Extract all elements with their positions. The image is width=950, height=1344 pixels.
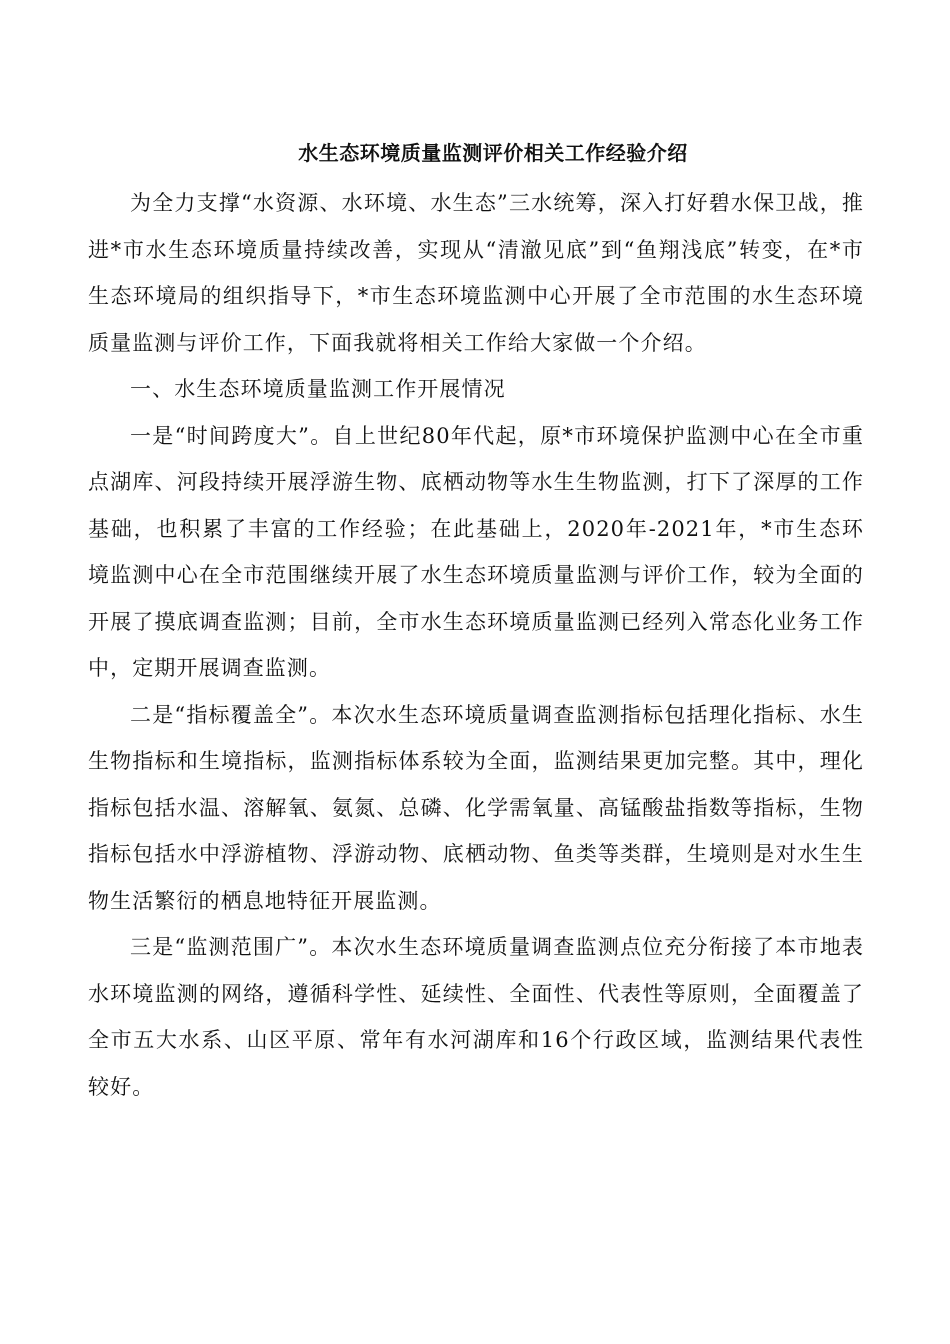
section-heading: 一、水生态环境质量监测工作开展情况 [130,377,506,401]
point-one-paragraph: 一是“时间跨度大”。自上世纪80年代起，原*市环境保护监测中心在全市重点湖库、河段持续开展浮游生物、底栖动物等水生生物监测，打下了深厚的工作基础，也积累了丰富的工作经验；在此基础上，2020年-2021年，*市生态环境监测中心在全市范围继续开展了水生态环境质量监测与评价工作，较为全面的开展了摸底调查监测；目前，全市水生态环境质量监测已经列入常态化业务工作中，定期开展调查监测。 [88,423,864,680]
document-title: 水生态环境质量监测评价相关工作经验介绍 [298,141,688,165]
point-two-paragraph: 二是“指标覆盖全”。本次水生态环境质量调查监测指标包括理化指标、水生生物指标和生境指标，监测指标体系较为全面，监测结果更加完整。其中，理化指标包括水温、溶解氧、氨氮、总磷、化学需氧量、高锰酸盐指数等指标，生物指标包括水中浮游植物、浮游动物、底栖动物、鱼类等类群，生境则是对水生生物生活繁衍的栖息地特征开展监测。 [88,702,864,913]
point-three-paragraph: 三是“监测范围广”。本次水生态环境质量调查监测点位充分衔接了本市地表水环境监测的网络，遵循科学性、延续性、全面性、代表性等原则，全面覆盖了全市五大水系、山区平原、常年有水河湖库和16个行政区域，监测结果代表性较好。 [88,935,864,1099]
document-body [88,180,864,1110]
intro-paragraph: 为全力支撑“水资源、水环境、水生态”三水统筹，深入打好碧水保卫战，推进*市水生态环境质量持续改善，实现从“清澈见底”到“鱼翔浅底”转变，在*市生态环境局的组织指导下，*市生态环境监测中心开展了全市范围的水生态环境质量监测与评价工作，下面我就将相关工作给大家做一个介绍。 [88,191,864,355]
